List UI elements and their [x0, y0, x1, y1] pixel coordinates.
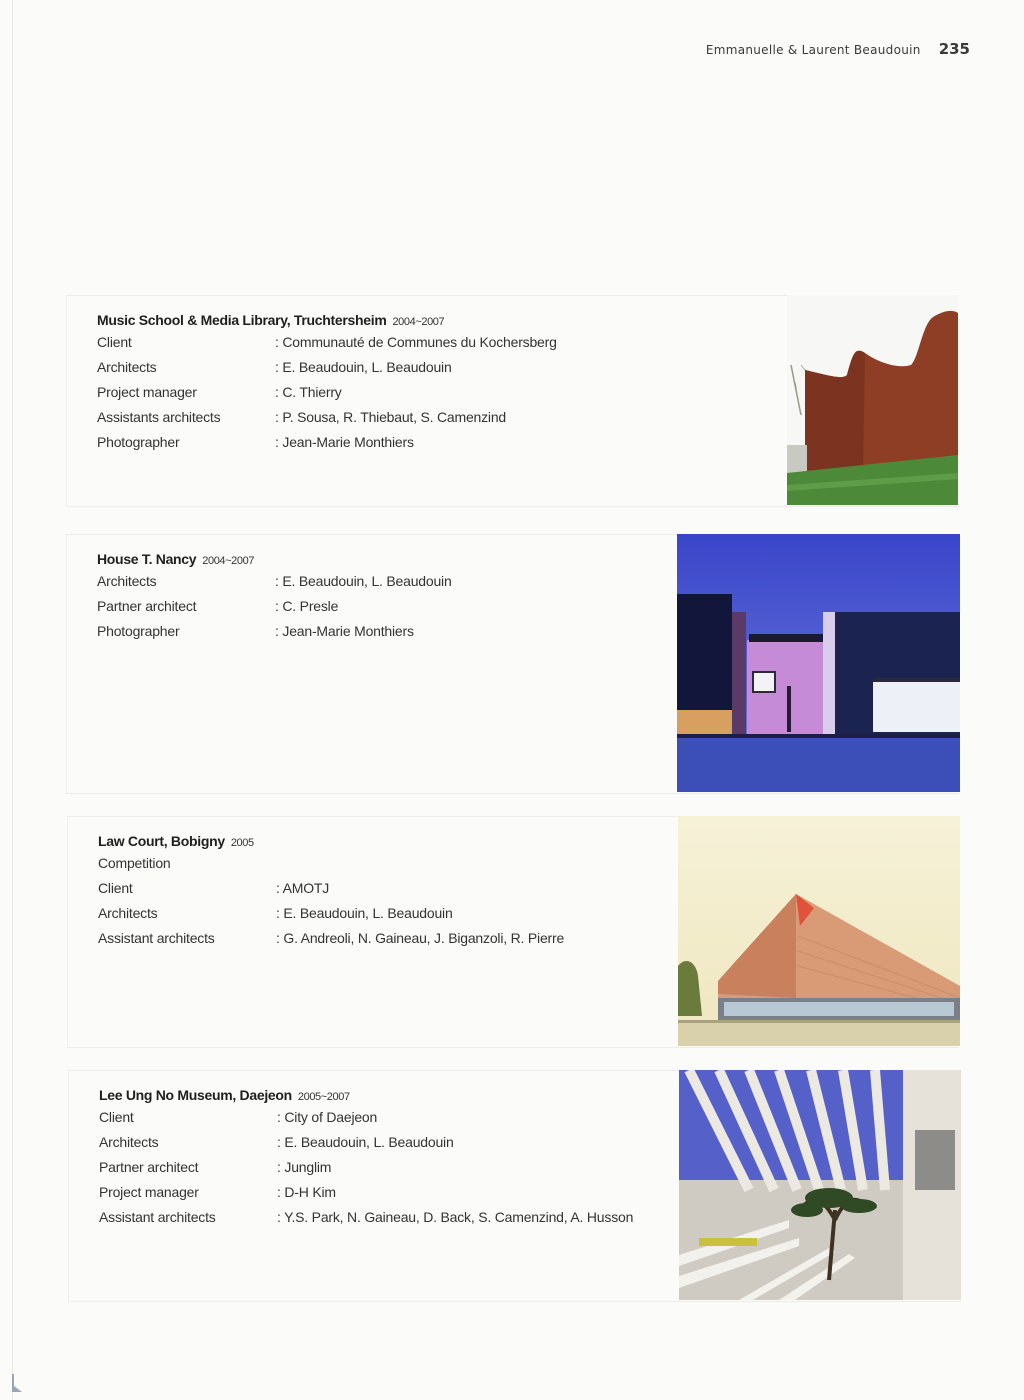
credit-row [97, 384, 557, 409]
credit-label: Photographer [97, 623, 180, 639]
credit-value: : P. Sousa, R. Thiebaut, S. Camenzind [275, 409, 506, 434]
credit-value: : Junglim [277, 1159, 331, 1184]
credit-value: : Y.S. Park, N. Gaineau, D. Back, S. Camenzind, A. Husson [277, 1209, 633, 1234]
credit-label: Partner architect [99, 1159, 199, 1175]
page-corner-mark [10, 1374, 24, 1392]
credit-row [99, 1209, 633, 1234]
photo-house-t [677, 534, 960, 792]
credit-label: Assistant architects [98, 930, 215, 946]
project-title [99, 1087, 633, 1103]
credit-value: : E. Beaudouin, L. Beaudouin [275, 359, 452, 384]
credit-label: Partner architect [97, 598, 197, 614]
credit-label: Architects [98, 905, 158, 921]
credit-row [97, 409, 557, 434]
credit-value: : City of Daejeon [277, 1109, 377, 1134]
credit-value: : Jean-Marie Monthiers [275, 623, 414, 648]
credit-label: Client [97, 334, 132, 350]
credit-label: Architects [99, 1134, 159, 1150]
project-title-text: House T. Nancy [97, 551, 197, 567]
credit-label: Assistant architects [99, 1209, 216, 1225]
credit-value: : E. Beaudouin, L. Beaudouin [277, 1134, 454, 1159]
credit-row [99, 1159, 633, 1184]
credit-row [99, 1109, 633, 1134]
credit-row [99, 1134, 633, 1159]
project-info [97, 551, 452, 648]
project-title-text: Lee Ung No Museum, Daejeon [99, 1087, 292, 1103]
credit-row [98, 880, 564, 905]
credit-label: Architects [97, 359, 157, 375]
competition-label: Competition [98, 855, 171, 871]
credit-label: Assistants architects [97, 409, 221, 425]
credit-value: : AMOTJ [276, 880, 329, 905]
project-title [97, 551, 452, 567]
header-author: Emmanuelle & Laurent Beaudouin [705, 43, 921, 57]
credit-row [99, 1184, 633, 1209]
credit-label: Project manager [99, 1184, 199, 1200]
credit-value: : E. Beaudouin, L. Beaudouin [275, 573, 452, 598]
credit-value: : C. Presle [275, 598, 338, 623]
credit-value: : Jean-Marie Monthiers [275, 434, 414, 459]
photo-music-school [787, 295, 958, 505]
project-title [97, 312, 557, 328]
credit-row [97, 359, 557, 384]
project-info [98, 833, 564, 955]
photo-law-court [678, 816, 960, 1046]
project-years: 2004~2007 [202, 555, 255, 567]
project-title-text: Music School & Media Library, Truchtersheim [97, 312, 387, 328]
credit-label: Client [99, 1109, 134, 1125]
credit-row [97, 334, 557, 359]
project-title [98, 833, 564, 849]
credit-value: : Communauté de Communes du Kochersberg [275, 334, 557, 359]
credit-label: Architects [97, 573, 157, 589]
credit-row [97, 598, 452, 623]
credit-value: : D-H Kim [277, 1184, 336, 1209]
credit-label: Client [98, 880, 133, 896]
photo-lee-ung-no-museum [679, 1070, 961, 1300]
project-info [99, 1087, 633, 1234]
credit-row [98, 930, 564, 955]
project-years: 2005~2007 [297, 1091, 350, 1103]
credit-row [97, 434, 557, 459]
project-years: 2005 [230, 837, 254, 849]
credit-value: : G. Andreoli, N. Gaineau, J. Biganzoli, R. Pierre [276, 930, 564, 955]
credit-value: : E. Beaudouin, L. Beaudouin [276, 905, 453, 930]
page-edge [12, 0, 13, 1400]
project-info [97, 312, 557, 459]
project-title-text: Law Court, Bobigny [98, 833, 225, 849]
credit-subtitle [98, 855, 564, 880]
running-header [706, 40, 970, 58]
page-number: 235 [938, 40, 970, 58]
credit-label: Project manager [97, 384, 197, 400]
project-years: 2004~2007 [392, 316, 445, 328]
credit-label: Photographer [97, 434, 180, 450]
credit-value: : C. Thierry [275, 384, 342, 409]
credit-row [97, 573, 452, 598]
credit-row [97, 623, 452, 648]
credit-row [98, 905, 564, 930]
